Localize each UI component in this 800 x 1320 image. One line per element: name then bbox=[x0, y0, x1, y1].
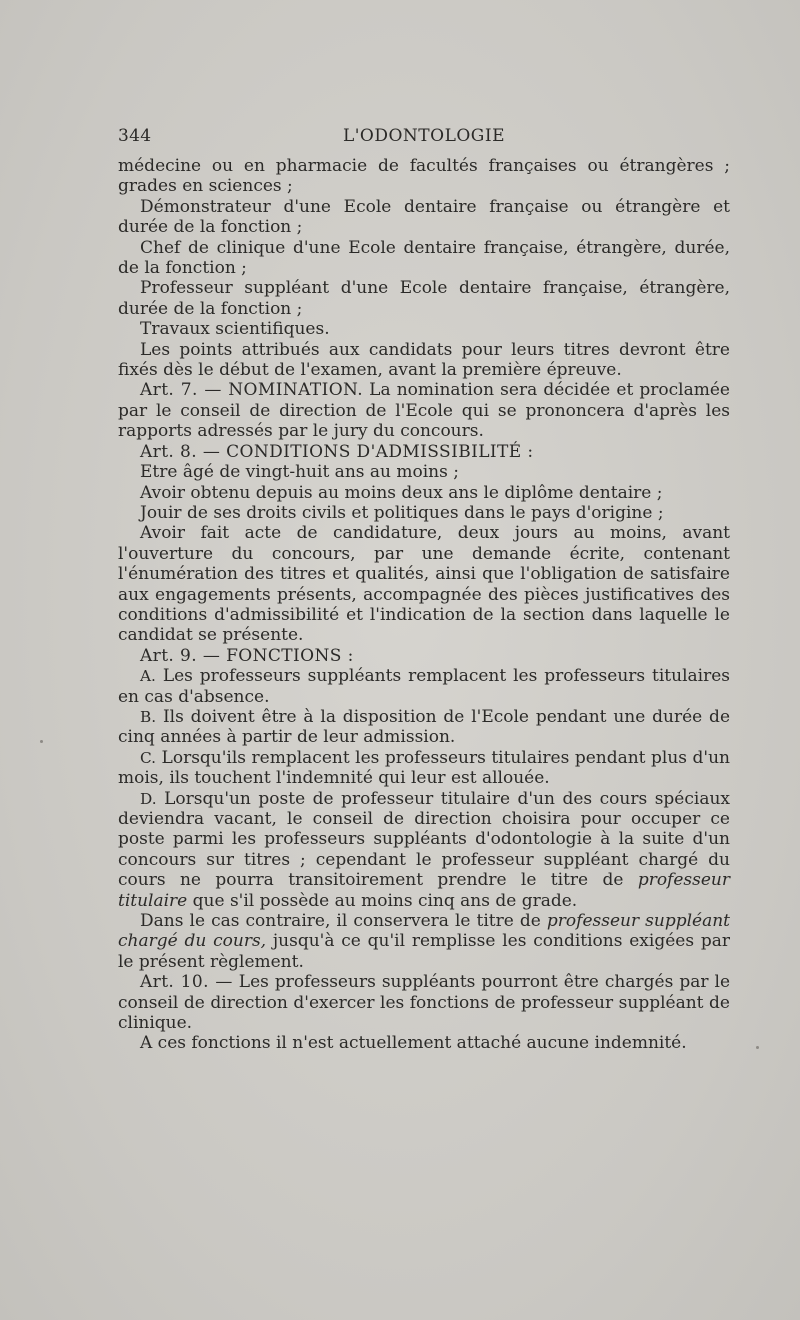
paragraph: médecine ou en pharmacie de facultés françaises ou étrangères ; grades en sciences ; bbox=[118, 156, 730, 197]
clause-letter: D. bbox=[140, 789, 157, 808]
paragraph: Démonstrateur d'une Ecole dentaire française ou étrangère et durée de la fonction ; bbox=[118, 196, 730, 238]
paragraph: Chef de clinique d'une Ecole dentaire française, étrangère, durée, de la fonction ; bbox=[118, 237, 730, 279]
article-heading: Art. 10. — bbox=[140, 972, 233, 993]
paragraph: A ces fonctions il n'est actuellement attaché aucune indemnité. bbox=[140, 1033, 687, 1054]
clause-letter: B. bbox=[140, 707, 157, 726]
article-heading: Art. 9. — FONCTIONS : bbox=[140, 645, 354, 666]
paragraph: Avoir obtenu depuis au moins deux ans le diplôme dentaire ; bbox=[140, 482, 663, 503]
paragraph: Les points attribués aux candidats pour leurs titres devront être fixés dès le début de l'examen, avant la première épreuve. bbox=[118, 339, 730, 381]
article-heading: Art. 8. — CONDITIONS D'ADMISSIBILITÉ : bbox=[140, 441, 534, 462]
article-8 bbox=[118, 442, 730, 462]
paragraph: Travaux scientifiques. bbox=[140, 319, 330, 340]
clause-b: B. Ils doivent être à la disposition de l'Ecole pendant une durée de cinq années à partir de leur admission. bbox=[118, 706, 731, 748]
paragraph: Dans le cas contraire, il conservera le titre de professeur suppléant chargé du cours, jusqu'à ce qu'il remplisse les conditions exigées par le présent règlement. bbox=[118, 911, 731, 972]
article-10: Art. 10. — Les professeurs suppléants pourront être chargés par le conseil de direction d'exercer les fonctions de professeur suppléant de clinique. bbox=[118, 972, 730, 1034]
article-7: Art. 7. — NOMINATION. La nomination sera décidée et proclamée par le conseil de direction de l'Ecole qui se prononcera d'après les rapports adressés par le jury du concours. bbox=[118, 380, 730, 442]
italic-title: professeur suppléant chargé du cours, bbox=[118, 911, 731, 952]
body-text bbox=[118, 156, 730, 1054]
paragraph: Professeur suppléant d'une Ecole dentaire française, étrangère, durée de la fonction ; bbox=[118, 278, 730, 319]
article-heading: Art. 7. — NOMINATION. bbox=[140, 380, 364, 401]
paragraph: Etre âgé de vingt-huit ans au moins ; bbox=[140, 462, 459, 483]
document-page bbox=[118, 126, 730, 1054]
italic-title: professeur titulaire bbox=[118, 870, 730, 911]
paper-speck bbox=[40, 740, 43, 743]
paragraph: Jouir de ses droits civils et politiques dans le pays d'origine ; bbox=[140, 502, 664, 523]
page-header bbox=[118, 126, 730, 156]
running-title: L'ODONTOLOGIE bbox=[342, 126, 506, 146]
clause-letter: C. bbox=[140, 748, 157, 767]
article-9 bbox=[118, 646, 730, 666]
paragraph: Avoir fait acte de candidature, deux jours au moins, avant l'ouverture du concours, par une demande écrite, contenant l'énumération des titres et qualités, ainsi que l'obligation de satisfaire aux engagements présents, accompagnée des pièces justificatives des conditions d'admissibilité et l'indication de la section dans laquelle le candidat se présente. bbox=[118, 523, 730, 646]
clause-letter: A. bbox=[140, 667, 156, 686]
page-number: 344 bbox=[118, 126, 152, 146]
clause-c: C. Lorsqu'ils remplacent les professeurs titulaires pendant plus d'un mois, ils touchent l'indemnité qui leur est allouée. bbox=[118, 747, 730, 789]
paper-speck bbox=[756, 1046, 759, 1049]
clause-a: A. Les professeurs suppléants remplacent les professeurs titulaires en cas d'absence. bbox=[118, 666, 730, 707]
clause-d: D. Lorsqu'un poste de professeur titulaire d'un des cours spéciaux deviendra vacant, le conseil de direction choisira pour occuper ce poste parmi les professeurs suppléants d'odontologie à la suite d'un concours sur titres ; cependant le professeur suppléant chargé du cours ne pourra transitoirement prendre le titre de professeur titulaire que s'il possède au moins cinq ans de grade. bbox=[118, 788, 730, 911]
